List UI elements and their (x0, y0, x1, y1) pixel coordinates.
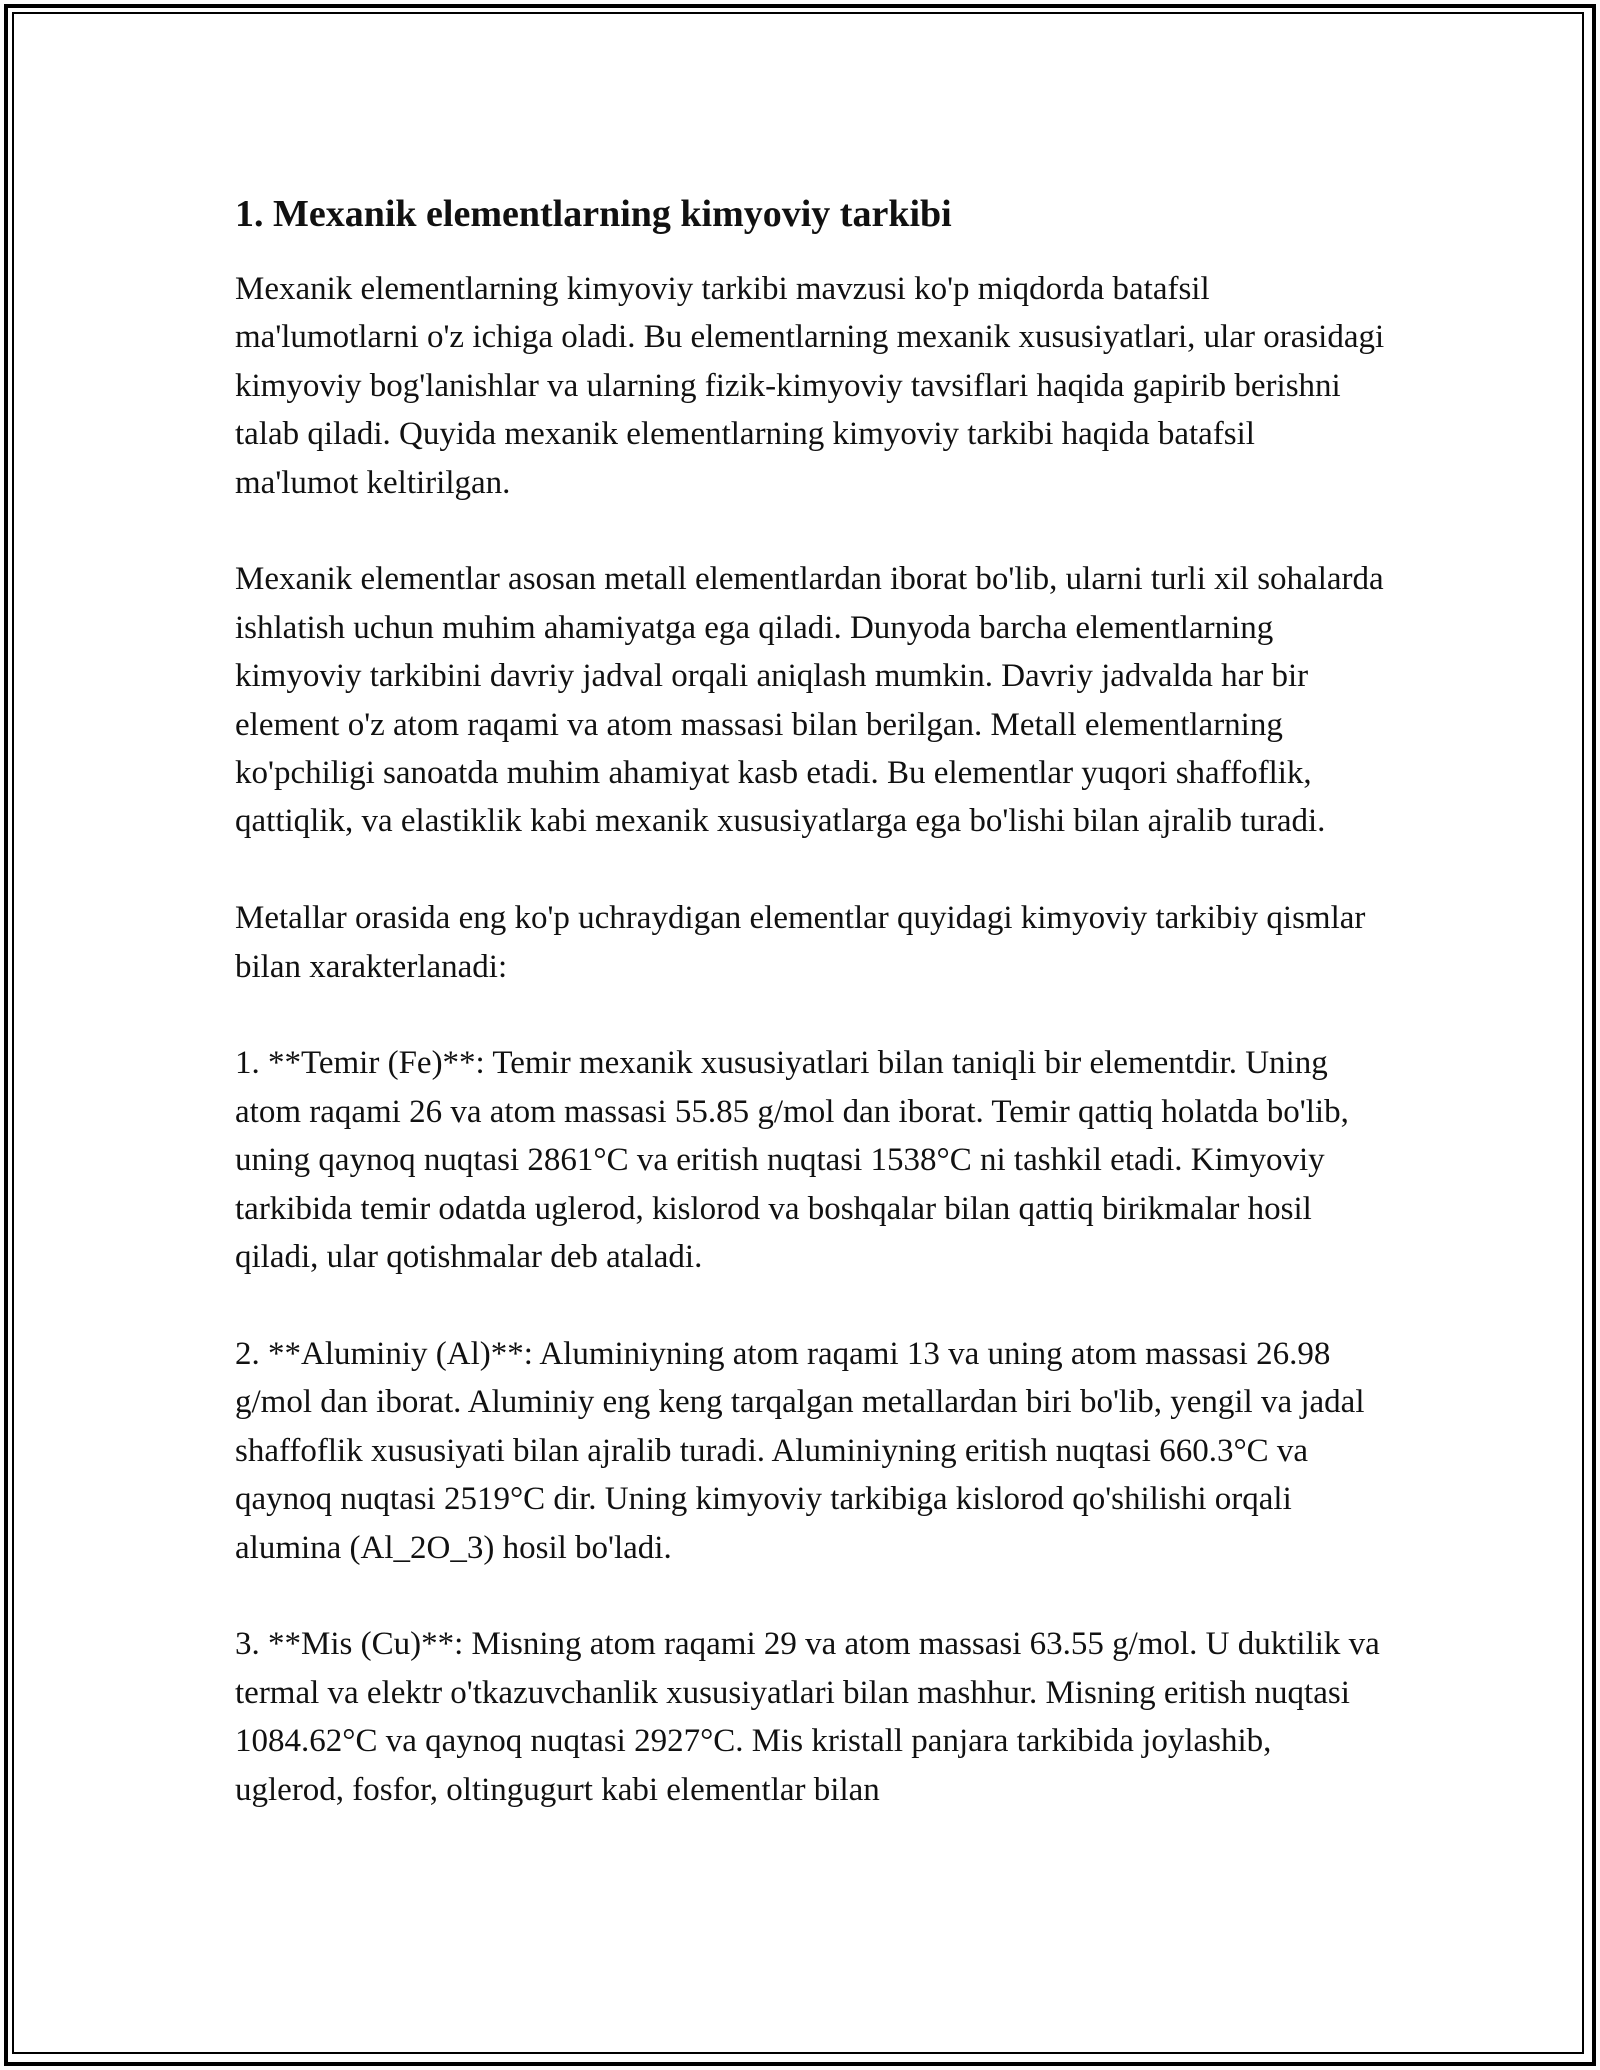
list-item-copper: 3. **Mis (Cu)**: Misning atom raqami 29 va atom massasi 63.55 g/mol. U duktilik va termal va elektr o'tkazuvchanlik xususiyatlari bilan mashhur. Misning eritish nuqtasi 1084.62°C va qaynoq nuqtasi 2927°C. Mis kristall panjara tarkibida joylashib, uglerod, fosfor, oltingugurt kabi elementlar bilan (235, 1626, 1380, 1808)
list-intro-paragraph: Metallar orasida eng ko'p uchraydigan elementlar quyidagi kimyoviy tarkibiy qismlar bilan xarakterlanadi: (235, 900, 1366, 985)
metals-paragraph: Mexanik elementlar asosan metall elementlardan iborat bo'lib, ularni turli xil sohalarda ishlatish uchun muhim ahamiyatga ega qiladi. Dunyoda barcha elementlarning kimyoviy tarkibini davriy jadval orqali aniqlash mumkin. Davriy jadvalda har bir element o'z atom raqami va atom massasi bilan berilgan. Metall elementlarning ko'pchiligi sanoatda muhim ahamiyat kasb etadi. Bu elementlar yuqori shaffoflik, qattiqlik, va elastiklik kabi mexanik xususiyatlarga ega bo'lishi bilan ajralib turadi. (235, 561, 1384, 840)
list-item-iron: 1. **Temir (Fe)**: Temir mexanik xususiyatlari bilan taniqli bir elementdir. Uning atom raqami 26 va atom massasi 55.85 g/mol dan iborat. Temir qattiq holatda bo'lib, uning qaynoq nuqtasi 2861°C va eritish nuqtasi 1538°C ni tashkil etadi. Kimyoviy tarkibida temir odatda uglerod, kislorod va boshqalar bilan qattiq birikmalar hosil qiladi, ular qotishmalar deb ataladi. (235, 1045, 1349, 1276)
intro-paragraph: Mexanik elementlarning kimyoviy tarkibi mavzusi ko'p miqdorda batafsil ma'lumotlarni o'z ichiga oladi. Bu elementlarning mexanik xususiyatlari, ular orasidagi kimyoviy bog'lanishlar va ularning fizik-kimyoviy tavsiflari haqida gapirib berishni talab qiladi. Quyida mexanik elementlarning kimyoviy tarkibi haqida batafsil ma'lumot keltirilgan. (235, 271, 1385, 501)
document-body (235, 185, 1385, 1814)
list-item-aluminium: 2. **Aluminiy (Al)**: Aluminiyning atom raqami 13 va uning atom massasi 26.98 g/mol dan iborat. Aluminiy eng keng tarqalgan metallardan biri bo'lib, yengil va jadal shaffoflik xususiyati bilan ajralib turadi. Aluminiyning eritish nuqtasi 660.3°C va qaynoq nuqtasi 2519°C dir. Uning kimyoviy tarkibiga kislorod qo'shilishi orqali alumina (Al_2O_3) hosil bo'ladi. (235, 1335, 1365, 1566)
section-heading: 1. Mexanik elementlarning kimyoviy tarkibi (235, 193, 952, 235)
